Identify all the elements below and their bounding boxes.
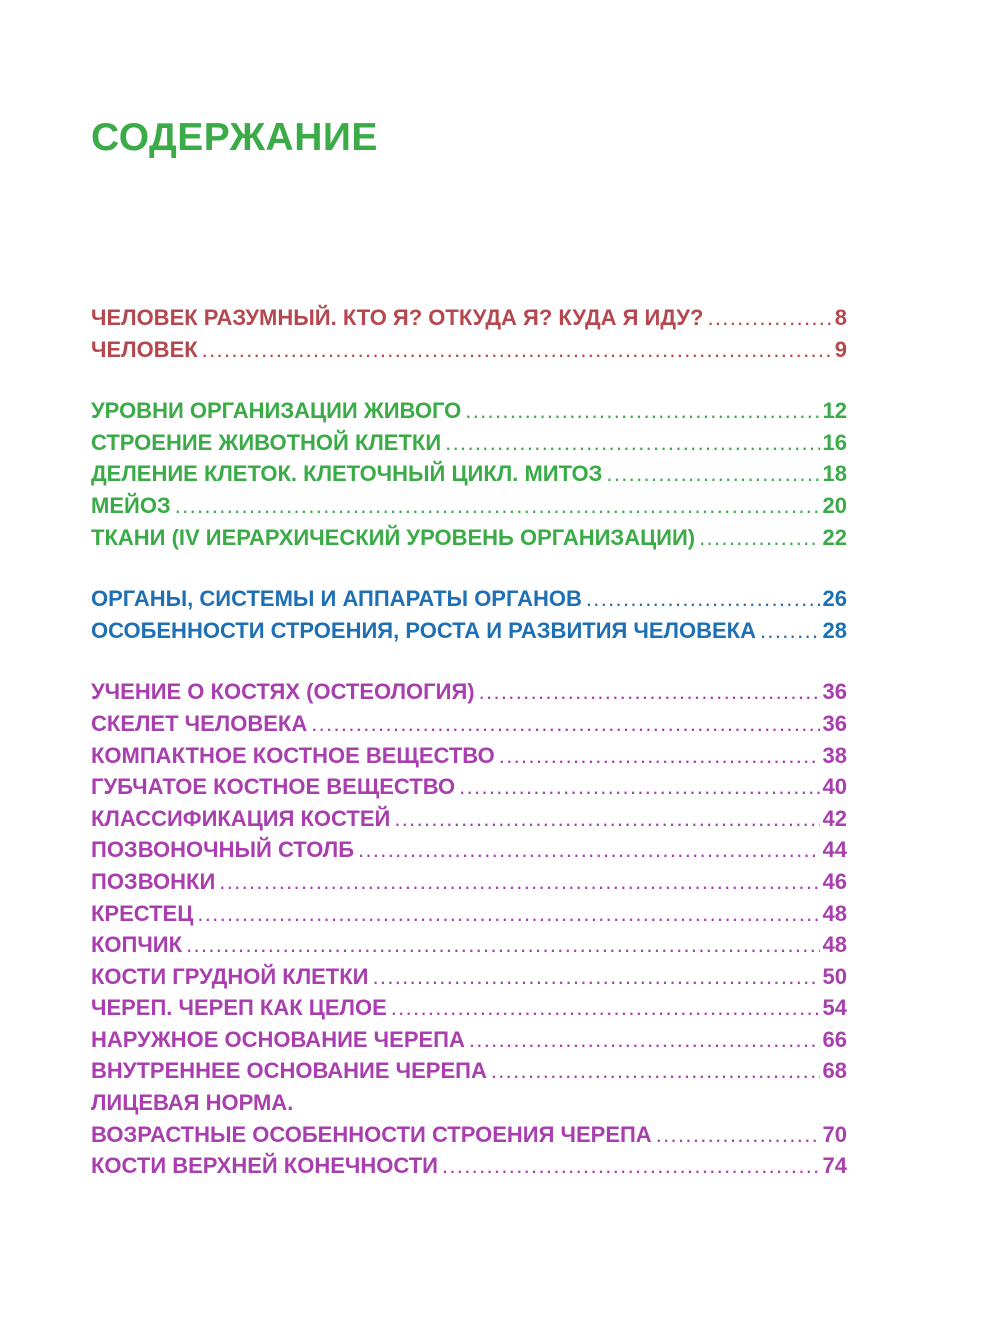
dot-leader xyxy=(394,803,819,835)
toc-entry[interactable] xyxy=(91,708,847,740)
toc-entry[interactable] xyxy=(91,395,847,427)
toc-entry-page-number: 16 xyxy=(822,429,847,455)
dot-leader xyxy=(311,708,819,740)
toc-entry[interactable] xyxy=(91,583,847,615)
toc-entry-page-number: 48 xyxy=(822,900,847,926)
toc-entry[interactable] xyxy=(91,740,847,772)
dot-leader xyxy=(465,395,819,427)
toc-entry[interactable] xyxy=(91,992,847,1024)
toc-entry-title: СТРОЕНИЕ ЖИВОТНОЙ КЛЕТКИ xyxy=(91,429,442,455)
toc-entry-page-number: 68 xyxy=(822,1058,847,1084)
dot-leader xyxy=(459,771,819,803)
toc-entry-page-number: 8 xyxy=(834,305,847,330)
toc-entry[interactable] xyxy=(91,866,847,898)
toc-entry-title: ОСОБЕННОСТИ СТРОЕНИЯ, РОСТА И РАЗВИТИЯ ЧЕЛОВЕКА xyxy=(91,617,756,643)
dot-leader xyxy=(442,1150,820,1182)
toc-entry-title: УЧЕНИЕ О КОСТЯХ (ОСТЕОЛОГИЯ) xyxy=(91,679,475,705)
toc-entry[interactable] xyxy=(91,771,847,803)
toc-entry[interactable] xyxy=(91,961,847,993)
toc-entry[interactable] xyxy=(91,1055,847,1087)
toc-entry-page-number: 36 xyxy=(822,679,847,705)
toc-group xyxy=(91,395,847,553)
toc-entry-page-number: 46 xyxy=(822,868,847,894)
toc-entry[interactable] xyxy=(91,490,847,522)
dot-leader xyxy=(358,834,820,866)
toc-entry-title: КРЕСТЕЦ xyxy=(91,900,194,926)
toc-entry-title: ДЕЛЕНИЕ КЛЕТОК. КЛЕТОЧНЫЙ ЦИКЛ. МИТОЗ xyxy=(91,461,603,487)
toc-entry-page-number: 70 xyxy=(822,1121,847,1147)
dot-leader xyxy=(699,522,819,554)
toc-entry-title: ЧЕЛОВЕК РАЗУМНЫЙ. КТО Я? ОТКУДА Я? КУДА Я ИДУ? xyxy=(91,305,704,330)
toc-entry[interactable] xyxy=(91,1150,847,1182)
toc-entry-title: ТКАНИ (IV ИЕРАРХИЧЕСКИЙ УРОВЕНЬ ОРГАНИЗАЦИИ) xyxy=(91,524,696,550)
toc-entry-title: КЛАССИФИКАЦИЯ КОСТЕЙ xyxy=(91,805,391,831)
dot-leader xyxy=(479,676,820,708)
toc-entry-page-number: 12 xyxy=(822,398,847,424)
dot-leader xyxy=(760,615,820,647)
toc-entry-title: НАРУЖНОЕ ОСНОВАНИЕ ЧЕРЕПА xyxy=(91,1026,465,1052)
dot-leader xyxy=(372,961,819,993)
toc-entry-page-number: 20 xyxy=(822,492,847,518)
toc-entry[interactable] xyxy=(91,1119,847,1151)
dot-leader xyxy=(197,898,819,930)
toc-entry-title: ВНУТРЕННЕЕ ОСНОВАНИЕ ЧЕРЕПА xyxy=(91,1058,487,1084)
toc-entry[interactable] xyxy=(91,334,847,366)
toc-entry-title: ЛИЦЕВАЯ НОРМА. xyxy=(91,1090,294,1116)
toc-entry[interactable] xyxy=(91,427,847,459)
toc-entry[interactable] xyxy=(91,458,847,490)
toc-entry-title: КОПЧИК xyxy=(91,932,183,958)
toc-group xyxy=(91,583,847,646)
toc-entry-page-number: 42 xyxy=(822,805,847,831)
toc-entry-title: КОМПАКТНОЕ КОСТНОЕ ВЕЩЕСТВО xyxy=(91,742,495,768)
toc-entry-title: СКЕЛЕТ ЧЕЛОВЕКА xyxy=(91,710,308,736)
dot-leader xyxy=(186,929,819,961)
toc-entry-title: КОСТИ ГРУДНОЙ КЛЕТКИ xyxy=(91,963,369,989)
toc-entry[interactable] xyxy=(91,302,847,334)
dot-leader xyxy=(491,1055,820,1087)
dot-leader xyxy=(656,1119,820,1151)
toc-entry-page-number: 54 xyxy=(822,995,847,1021)
toc-entry-title: УРОВНИ ОРГАНИЗАЦИИ ЖИВОГО xyxy=(91,398,462,424)
toc-entry[interactable] xyxy=(91,522,847,554)
dot-leader xyxy=(707,302,831,334)
toc-entry[interactable] xyxy=(91,1024,847,1056)
toc-entry-title: ПОЗВОНКИ xyxy=(91,868,216,894)
toc-entry[interactable] xyxy=(91,803,847,835)
dot-leader xyxy=(175,490,820,522)
toc-entry-page-number: 18 xyxy=(822,461,847,487)
toc-entry-title: КОСТИ ВЕРХНЕЙ КОНЕЧНОСТИ xyxy=(91,1153,438,1179)
toc-entry-title: ЧЕЛОВЕК xyxy=(91,336,198,362)
page-title: СОДЕРЖАНИЕ xyxy=(91,116,378,159)
dot-leader xyxy=(202,334,832,366)
dot-leader xyxy=(586,583,820,615)
table-of-contents xyxy=(91,302,847,1182)
toc-group xyxy=(91,302,847,365)
toc-entry-page-number: 48 xyxy=(822,932,847,958)
toc-entry-title: МЕЙОЗ xyxy=(91,492,171,518)
dot-leader xyxy=(391,992,820,1024)
toc-entry-page-number: 28 xyxy=(822,617,847,643)
toc-entry-page-number: 38 xyxy=(822,742,847,768)
toc-entry-title: ГУБЧАТОЕ КОСТНОЕ ВЕЩЕСТВО xyxy=(91,774,456,800)
toc-group xyxy=(91,676,847,1182)
toc-entry[interactable] xyxy=(91,615,847,647)
toc-entry[interactable] xyxy=(91,676,847,708)
toc-entry-page-number: 26 xyxy=(822,586,847,612)
toc-entry-page-number: 9 xyxy=(834,336,847,362)
dot-leader xyxy=(445,427,819,459)
toc-entry[interactable] xyxy=(91,929,847,961)
dot-leader xyxy=(219,866,819,898)
toc-entry-page-number: 22 xyxy=(822,524,847,550)
toc-entry-page-number: 50 xyxy=(822,963,847,989)
dot-leader xyxy=(499,740,820,772)
toc-entry-page-number: 44 xyxy=(822,837,847,863)
toc-entry-page-number: 66 xyxy=(822,1026,847,1052)
toc-entry-title: ПОЗВОНОЧНЫЙ СТОЛБ xyxy=(91,837,355,863)
dot-leader xyxy=(606,458,819,490)
toc-entry-title: ОРГАНЫ, СИСТЕМЫ И АППАРАТЫ ОРГАНОВ xyxy=(91,586,582,612)
toc-entry-page-number: 36 xyxy=(822,710,847,736)
toc-entry[interactable] xyxy=(91,834,847,866)
toc-entry-title: ЧЕРЕП. ЧЕРЕП КАК ЦЕЛОЕ xyxy=(91,995,387,1021)
toc-entry-title: ВОЗРАСТНЫЕ ОСОБЕННОСТИ СТРОЕНИЯ ЧЕРЕПА xyxy=(91,1121,652,1147)
toc-entry[interactable] xyxy=(91,898,847,930)
toc-entry-page-number: 74 xyxy=(822,1153,847,1179)
dot-leader xyxy=(469,1024,820,1056)
toc-entry[interactable] xyxy=(91,1087,847,1119)
toc-entry-page-number: 40 xyxy=(822,774,847,800)
